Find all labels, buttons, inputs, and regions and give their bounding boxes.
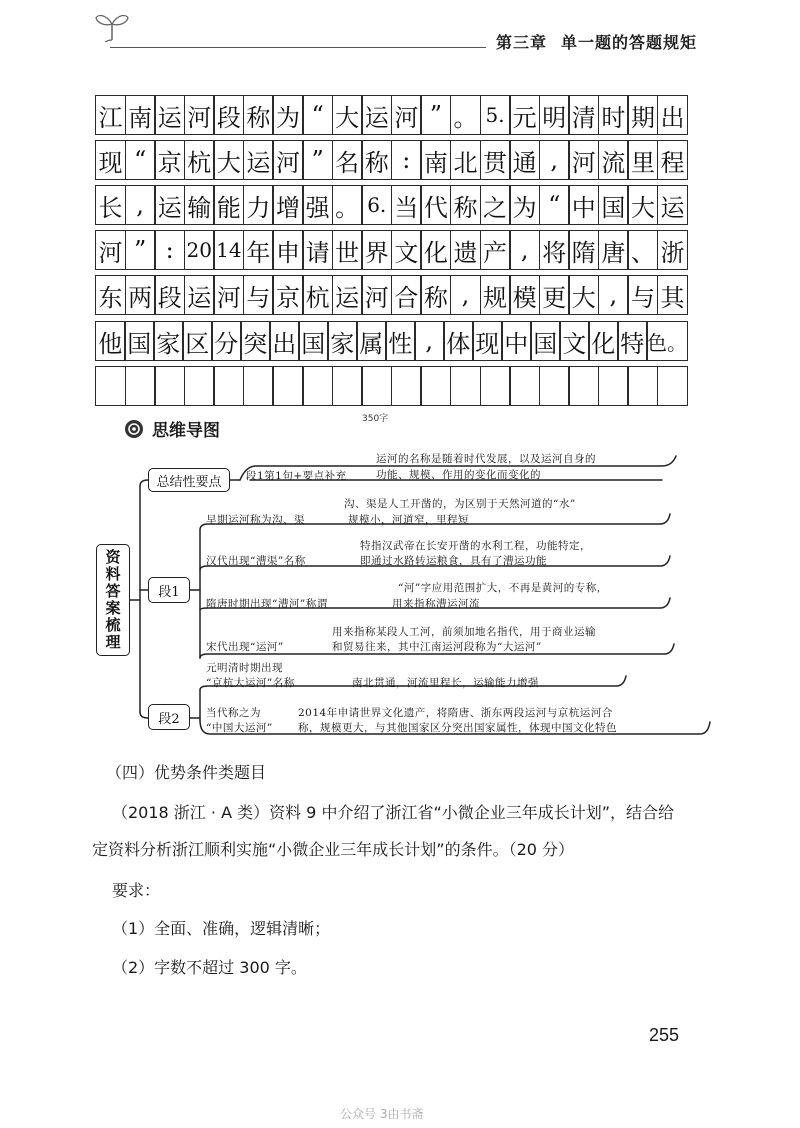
para1-item-1-text-1: 沟、渠是人工开凿的，为区别于天然河道的“水” xyxy=(344,498,576,510)
grid-cell: 运 xyxy=(332,275,363,315)
grid-cell: 现 xyxy=(472,321,503,361)
para1-item-4-label: 宋代出现“运河” xyxy=(206,641,284,653)
grid-cell: 属 xyxy=(356,321,387,361)
summary-points-box: 总结性要点 xyxy=(148,468,230,492)
grid-cell: 更 xyxy=(539,275,570,315)
mindmap-title: 思维导图 xyxy=(152,421,220,441)
grid-cell: 将 xyxy=(539,230,570,270)
grid-cell: “ xyxy=(302,95,333,135)
grid-cell: ” xyxy=(302,140,333,180)
grid-cell: 程 xyxy=(657,140,688,180)
grid-cell: 运 xyxy=(657,185,688,225)
grid-cell: 大 xyxy=(213,140,244,180)
para1-item-3-label: 隋唐时期出现“漕河”称谓 xyxy=(206,598,328,610)
para2-item-2-text-2: 称，规模更大，与其他国家区分突出国家属性，体现中国文化特色 xyxy=(298,722,617,734)
word-count-label: 350字 xyxy=(362,414,389,424)
grid-cell: 出 xyxy=(657,95,688,135)
grid-cell: 增 xyxy=(272,185,303,225)
paragraph-2-box: 段2 xyxy=(148,704,190,730)
grid-cell: 出 xyxy=(269,321,300,361)
grid-cell: ” xyxy=(125,230,156,270)
grid-cell: 杭 xyxy=(302,275,333,315)
grid-cell: 东 xyxy=(95,275,126,315)
grid-cell: 河 xyxy=(95,230,126,270)
page-number: 255 xyxy=(649,1025,680,1045)
grid-cell: 称 xyxy=(420,275,451,315)
grid-cell: 南 xyxy=(420,140,451,180)
grid-cell: 浙 xyxy=(657,230,688,270)
grid-cell: 强 xyxy=(302,185,333,225)
para1-item-2-label: 汉代出现“漕渠”名称 xyxy=(206,555,306,567)
grid-cell: 名 xyxy=(332,140,363,180)
requirement-1: （1）全面、准确，逻辑清晰； xyxy=(112,919,331,938)
question-line-1: （2018 浙江 · A 类）资料 9 中介绍了浙江省“小微企业三年成长计划”，结合给 xyxy=(112,803,675,822)
grid-cell: 文 xyxy=(391,230,422,270)
grid-cell: 河 xyxy=(213,275,244,315)
grid-cell: 段 xyxy=(154,275,185,315)
grid-cell: “ xyxy=(125,140,156,180)
grid-cell: 运 xyxy=(243,140,274,180)
grid-cell: 时 xyxy=(598,95,629,135)
grid-cell: , xyxy=(539,140,570,180)
para1-item-3-text-2: 用来指称漕运河流 xyxy=(392,598,480,610)
grid-cell: 长 xyxy=(95,185,126,225)
grid-cell: 大 xyxy=(568,275,599,315)
grid-cell: 杭 xyxy=(184,140,215,180)
grid-cell: 与 xyxy=(243,275,274,315)
chapter-title: 单一题的答题规矩 xyxy=(561,33,698,52)
grid-cell: 年 xyxy=(243,230,274,270)
requirements-label: 要求： xyxy=(112,881,161,900)
para1-item-4-text-1: 用来指称某段人工河，前须加地名指代，用于商业运输 xyxy=(332,626,596,638)
para1-item-4-text-2: 和贸易往来，其中江南运河段称为“大运河” xyxy=(332,641,542,653)
grid-cell: 家 xyxy=(153,321,184,361)
para2-item-2-label-1: 当代称之为 xyxy=(206,707,261,719)
grid-cell: 国 xyxy=(298,321,329,361)
grid-cell: 输 xyxy=(184,185,215,225)
grid-cell: 体 xyxy=(443,321,474,361)
grid-cell: 与 xyxy=(627,275,658,315)
grid-cell: 流 xyxy=(598,140,629,180)
grid-cell: 称 xyxy=(243,95,274,135)
para1-item-1-label: 早期运河称为沟、渠 xyxy=(206,514,305,526)
grid-cell: 里 xyxy=(627,140,658,180)
grid-cell: 河 xyxy=(568,140,599,180)
grid-cell: 大 xyxy=(627,185,658,225)
grid-cell: 北 xyxy=(450,140,481,180)
grid-cell: ” xyxy=(420,95,451,135)
grid-cell: 称 xyxy=(450,185,481,225)
grid-cell: , xyxy=(125,185,156,225)
para1-item-2-text-1: 特指汉武帝在长安开凿的水利工程，功能特定， xyxy=(360,540,591,552)
grid-cell: 国 xyxy=(124,321,155,361)
para1-item-3-text-1: “河”字应用范围扩大，不再是黄河的专称， xyxy=(398,582,608,594)
grid-cell: 分 xyxy=(211,321,242,361)
grid-cell: 南 xyxy=(125,95,156,135)
para2-item-1-text: 南北贯通，河流里程长，运输能力增强 xyxy=(352,677,539,689)
grid-cell: 江 xyxy=(95,95,126,135)
grid-cell: 合 xyxy=(391,275,422,315)
section-heading: （四）优势条件类题目 xyxy=(106,763,267,782)
grid-cell: 河 xyxy=(361,275,392,315)
grid-cell: 模 xyxy=(509,275,540,315)
grid-cell: 河 xyxy=(272,140,303,180)
grid-cell: 京 xyxy=(272,275,303,315)
grid-cell: 运 xyxy=(361,95,392,135)
grid-cell: 国 xyxy=(598,185,629,225)
grid-cell: 。 xyxy=(450,95,481,135)
grid-cell: 突 xyxy=(240,321,271,361)
grid-cell: 运 xyxy=(184,275,215,315)
mindmap-root-box: 资料答案梳理 xyxy=(96,544,130,656)
para2-item-1-label-2: “京杭大运河”名称 xyxy=(206,677,295,689)
grid-cell: 中 xyxy=(568,185,599,225)
grid-cell: 河 xyxy=(184,95,215,135)
grid-cell: 之 xyxy=(480,185,511,225)
grid-cell: 性 xyxy=(385,321,416,361)
chapter-number: 第三章 xyxy=(496,33,548,52)
grid-cell: 。 xyxy=(332,185,363,225)
grid-cell: “ xyxy=(539,185,570,225)
grid-cell: 大 xyxy=(332,95,363,135)
grid-cell: 能 xyxy=(213,185,244,225)
grid-cell: 他 xyxy=(95,321,126,361)
grid-cell: 称 xyxy=(361,140,392,180)
grid-cell: 运 xyxy=(154,95,185,135)
grid-cell: : xyxy=(154,230,185,270)
grid-cell: 代 xyxy=(420,185,451,225)
grid-cell: 清 xyxy=(568,95,599,135)
requirement-2: （2）字数不超过 300 字。 xyxy=(112,958,307,977)
grid-cell: 请 xyxy=(302,230,333,270)
grid-cell: , xyxy=(414,321,445,361)
grid-cell: 文 xyxy=(559,321,590,361)
grid-cell: 化 xyxy=(588,321,619,361)
grid-cell: 力 xyxy=(243,185,274,225)
grid-cell: 现 xyxy=(95,140,126,180)
grid-cell: 规 xyxy=(480,275,511,315)
grid-cell: 元 xyxy=(509,95,540,135)
grid-cell: , xyxy=(509,230,540,270)
grid-cell: 特 xyxy=(617,321,648,361)
para1-item-2-text-2: 即通过水路转运粮食，具有了漕运功能 xyxy=(360,555,547,567)
summary-text-line-2: 功能、规模、作用的变化而变化的 xyxy=(376,469,541,481)
grid-cell: 申 xyxy=(272,230,303,270)
grid-cell: 明 xyxy=(539,95,570,135)
grid-cell: 产 xyxy=(480,230,511,270)
para2-item-2-text-1: 2014年申请世界文化遗产，将隋唐、浙东两段运河与京杭运河合 xyxy=(298,707,613,719)
grid-cell: , xyxy=(598,275,629,315)
grid-cell: 段 xyxy=(213,95,244,135)
grid-cell: 化 xyxy=(420,230,451,270)
summary-text-line-1: 运河的名称是随着时代发展，以及运河自身的 xyxy=(376,453,596,465)
grid-cell: 为 xyxy=(272,95,303,135)
para2-item-2-label-2: “中国大运河” xyxy=(206,722,273,734)
footer-watermark: 公众号 3由书斋 xyxy=(340,1107,424,1121)
question-line-2: 定资料分析浙江顺利实施“小微企业三年成长计划”的条件。（20 分） xyxy=(92,840,575,859)
grid-cell: 家 xyxy=(327,321,358,361)
para2-item-1-label-1: 元明清时期出现 xyxy=(206,662,283,674)
grid-cell: 河 xyxy=(391,95,422,135)
grid-cell: 唐 xyxy=(598,230,629,270)
grid-cell: 14 xyxy=(213,230,244,270)
grid-cell: 当 xyxy=(391,185,422,225)
grid-cell: 隋 xyxy=(568,230,599,270)
grid-cell: 贯 xyxy=(480,140,511,180)
grid-cell: : xyxy=(391,140,422,180)
grid-cell: 中 xyxy=(501,321,532,361)
grid-cell: 国 xyxy=(530,321,561,361)
grid-cell: 世 xyxy=(332,230,363,270)
grid-cell: 色。 xyxy=(646,321,688,361)
grid-cell: , xyxy=(450,275,481,315)
grid-cell: 其 xyxy=(657,275,688,315)
summary-note: 段1第1句+要点补充 xyxy=(246,470,347,482)
paragraph-1-box: 段1 xyxy=(148,577,190,603)
grid-cell: 通 xyxy=(509,140,540,180)
grid-cell: 两 xyxy=(125,275,156,315)
grid-cell: 20 xyxy=(184,230,215,270)
para1-item-1-text-2: 规模小，河道窄，里程短 xyxy=(348,514,469,526)
grid-cell: 运 xyxy=(154,185,185,225)
grid-cell: 5. xyxy=(480,95,511,135)
grid-cell: 期 xyxy=(627,95,658,135)
grid-cell: 遗 xyxy=(450,230,481,270)
grid-cell: 界 xyxy=(361,230,392,270)
grid-cell: 区 xyxy=(182,321,213,361)
grid-cell: 京 xyxy=(154,140,185,180)
grid-cell: 、 xyxy=(627,230,658,270)
grid-cell: 6. xyxy=(361,185,392,225)
grid-cell: 为 xyxy=(509,185,540,225)
